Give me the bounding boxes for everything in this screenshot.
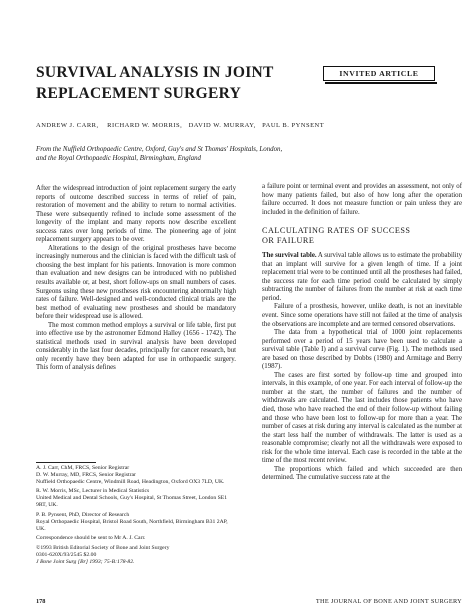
run-in-heading: The survival table. (262, 252, 317, 260)
footnote-morris (36, 488, 236, 509)
body-paragraph: The proportions which failed and which succeeded are then determined. The cumulative success rate at the (262, 465, 462, 482)
body-paragraph-3: The most common method employs a survival or life table, first put into effective use by the astronomer Edmond Halley (1656 - 1742). The statistical methods used in survival analysis have been developed considerably in the last four decades, principally for cancer research, but only recently have they been adapted for use in orthopaedic surgery. This form of analysis defines (36, 321, 236, 372)
article-type-badge: INVITED ARTICLE (323, 66, 435, 81)
affiliation-line-1: From the Nuffield Orthopaedic Centre, Oxford, Guy's and St Thomas' Hospitals, London, (36, 146, 283, 153)
section-heading-line-2: OR FAILURE (262, 236, 315, 246)
copyright-block (36, 545, 236, 566)
right-column (262, 183, 462, 483)
affiliation (36, 145, 446, 164)
footnote-line: Nuffield Orthopaedic Centre, Windmill Road, Headington, Oxford OX3 7LD, UK. (36, 479, 225, 486)
footnote-line: Royal Orthopaedic Hospital, Bristol Road South, Northfield, Birmingham B31 2AP, UK. (36, 518, 228, 532)
journal-running-footer: THE JOURNAL OF BONE AND JOINT SURGERY (315, 598, 462, 605)
affiliation-line-2: and the Royal Orthopaedic Hospital, Birmingham, England (36, 155, 201, 163)
footnote-line: P. B. Pynsent, PhD, Director of Research (36, 511, 130, 518)
body-paragraph: Failure of a prosthesis, however, unlike death, is not an inevitable event. Since some operations have still not failed at the time of analysis the observations are incomplete and are termed censored observations. (262, 303, 462, 328)
footnote-divider (36, 462, 96, 463)
body-paragraph: The data from a hypothetical trial of 1000 joint replacements performed over a period of 15 years have been used to calculate a survival table (Table I) and a survival curve (Fig. 1). The methods used are based on those described by Dobbs (1980) and Armitage and Berry (1987). (262, 329, 462, 371)
author-list: ANDREW J. CARR, RICHARD W. MORRIS, DAVID W. MURRAY, PAUL B. PYNSENT (36, 122, 325, 129)
body-paragraph: The cases are first sorted by follow-up time and grouped into intervals, in this example, of one year. For each interval of follow-up the number at the start, the number of failures and the number of withdrawals are calculated. The last includes those patients who have died, those who have reached the end of their follow-up without failing and those who have been lost to follow-up for more than a year. The number of cases at risk during any interval is calculated as the number at the start less half the number of withdrawals. The latter is used as a reasonable compromise; clearly not all the withdrawals were exposed to risk for the whole time interval. Each case is recorded in the table at the time of the most recent review. (262, 371, 462, 465)
survival-table-paragraph (262, 252, 462, 303)
journal-citation: J Bone Joint Surg [Br] 1993; 75-B:178-82. (36, 559, 135, 566)
footnote-line: D. W. Murray, MD, FRCS, Senior Registrar (36, 472, 136, 479)
section-heading (262, 226, 462, 246)
footnote-carr-murray (36, 465, 236, 486)
body-paragraph-2: Alterations to the design of the original prostheses have become increasingly numerous and the clinician is faced with the difficult task of choosing the best implant for his patients. Innovation is more common than evaluation and new designs can be introduced with no published results available or, at best, short follow-ups on small numbers of cases. Surgeons using these new prostheses risk encountering abnormally high rates of failure. Well-designed and well-conducted clinical trials are the best method of evaluating new prostheses and should be mandatory before their widespread use is allowed. (36, 244, 236, 321)
article-title (36, 62, 306, 104)
left-column (36, 185, 236, 373)
article-title-line-2: REPLACEMENT SURGERY (36, 85, 242, 102)
body-paragraph-continued: a failure point or terminal event and provides an assessment, not only of how many patients failed, but also of how long after the operation failure occurred. It does not measure function or pain unless they are included in the definition of failure. (262, 183, 462, 216)
body-text: A survival table allows us to estimate the probability that an implant will survive for a given length of time. If a joint replacement trial were to be continued until all the prostheses had failed, the success rate for each time period could be calculated by simply subtracting the number of failures from the number at risk at each time period. (262, 252, 462, 302)
footnote-line: R. W. Morris, MSc, Lecturer in Medical Statistics (36, 488, 150, 495)
page-number: 178 (36, 598, 46, 605)
author-footnotes (36, 465, 236, 566)
article-type-underline (325, 82, 437, 84)
copyright-line: 0301-620X/93/2545 $2.00 (36, 552, 97, 559)
copyright-line: ©1993 British Editorial Society of Bone and Joint Surgery (36, 545, 170, 552)
footnote-pynsent (36, 512, 236, 533)
footnote-line: Correspondence should be sent to Mr A. J. Carr. (36, 534, 146, 541)
article-title-line-1: SURVIVAL ANALYSIS IN JOINT (36, 64, 274, 81)
footnote-line: A. J. Carr, ChM, FRCS, Senior Registrar (36, 465, 130, 471)
section-heading-line-1: CALCULATING RATES OF SUCCESS (262, 226, 411, 236)
body-paragraph-1: After the widespread introduction of joint replacement surgery the early reports of outcome described success in terms of relief of pain, restoration of movement and the ability to return to normal activities. These were subsequently refined to include some assessment of the longevity of the implant and many reports now describe excellent success rates over long periods of time. The pioneering age of joint replacement surgery appears to be over. (36, 185, 236, 244)
footnote-correspondence (36, 535, 236, 542)
footnote-line: United Medical and Dental Schools, Guy's Hospital, St Thomas Street, London SE1 9RT, UK. (36, 495, 228, 509)
